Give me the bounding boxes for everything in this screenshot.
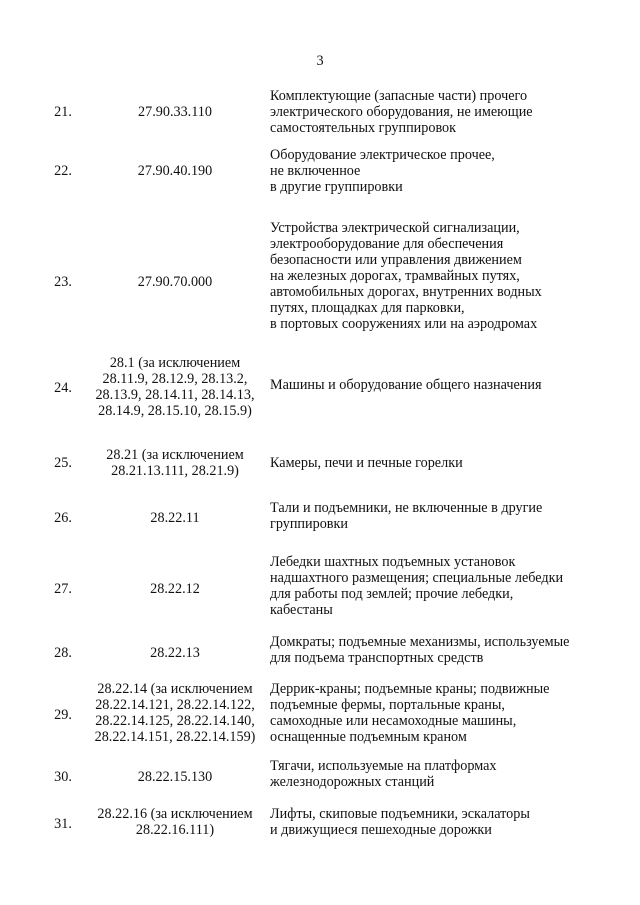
row-code: 27.90.70.000 xyxy=(137,274,213,290)
row-number: 30. xyxy=(54,769,72,785)
row-number: 27. xyxy=(54,581,72,597)
row-code: 28.22.12 xyxy=(150,581,200,597)
row-description: Камеры, печи и печные горелки xyxy=(270,455,463,471)
row-description: Машины и оборудование общего назначения xyxy=(270,377,542,393)
row-code: 28.22.16 (за исключением 28.22.16.111) xyxy=(97,806,253,838)
row-code: 28.22.15.130 xyxy=(137,769,213,785)
row-number: 24. xyxy=(54,380,72,396)
row-number: 26. xyxy=(54,510,72,526)
row-number: 23. xyxy=(54,274,72,290)
row-number: 31. xyxy=(54,816,72,832)
row-code: 28.1 (за исключением 28.11.9, 28.12.9, 28.13.2, 28.13.9, 28.14.11, 28.14.13, 28.14.9, 28.15.10, 28.15.9) xyxy=(95,355,255,419)
row-number: 28. xyxy=(54,645,72,661)
row-code: 28.21 (за исключением 28.21.13.111, 28.21.9) xyxy=(106,447,244,479)
row-description: Деррик-краны; подъемные краны; подвижные подъемные фермы, портальные краны, самоходные или несамоходные машины, оснащенные подъемным краном xyxy=(270,681,550,745)
row-description: Комплектующие (запасные части) прочего электрического оборудования, не имеющие самостоятельных группировок xyxy=(270,88,533,136)
row-description: Тягачи, используемые на платформах железнодорожных станций xyxy=(270,758,497,790)
row-code: 28.22.14 (за исключением 28.22.14.121, 28.22.14.122, 28.22.14.125, 28.22.14.140, 28.22.14.151, 28.22.14.159) xyxy=(94,681,256,745)
row-description: Устройства электрической сигнализации, электрооборудование для обеспечения безопасности или управления движением на железных дорогах, трамвайных путях, автомобильных дорогах, внутренних водных путях, площадках для парковки, в портовых сооружениях или на аэродромах xyxy=(270,220,542,332)
row-code: 27.90.40.190 xyxy=(137,163,213,179)
row-description: Лифты, скиповые подъемники, эскалаторы и движущиеся пешеходные дорожки xyxy=(270,806,530,838)
row-description: Тали и подъемники, не включенные в другие группировки xyxy=(270,500,543,532)
row-description: Домкраты; подъемные механизмы, используемые для подъема транспортных средств xyxy=(270,634,570,666)
row-code: 28.22.11 xyxy=(150,510,200,526)
row-code: 27.90.33.110 xyxy=(138,104,212,120)
row-number: 29. xyxy=(54,707,72,723)
row-description: Оборудование электрическое прочее, не включенное в другие группировки xyxy=(270,147,495,195)
row-number: 25. xyxy=(54,455,72,471)
page-number: 3 xyxy=(316,53,324,69)
row-number: 21. xyxy=(54,104,72,120)
row-number: 22. xyxy=(54,163,72,179)
row-description: Лебедки шахтных подъемных установок надшахтного размещения; специальные лебедки для работы под землей; прочие лебедки, кабестаны xyxy=(270,554,564,618)
row-code: 28.22.13 xyxy=(150,645,200,661)
